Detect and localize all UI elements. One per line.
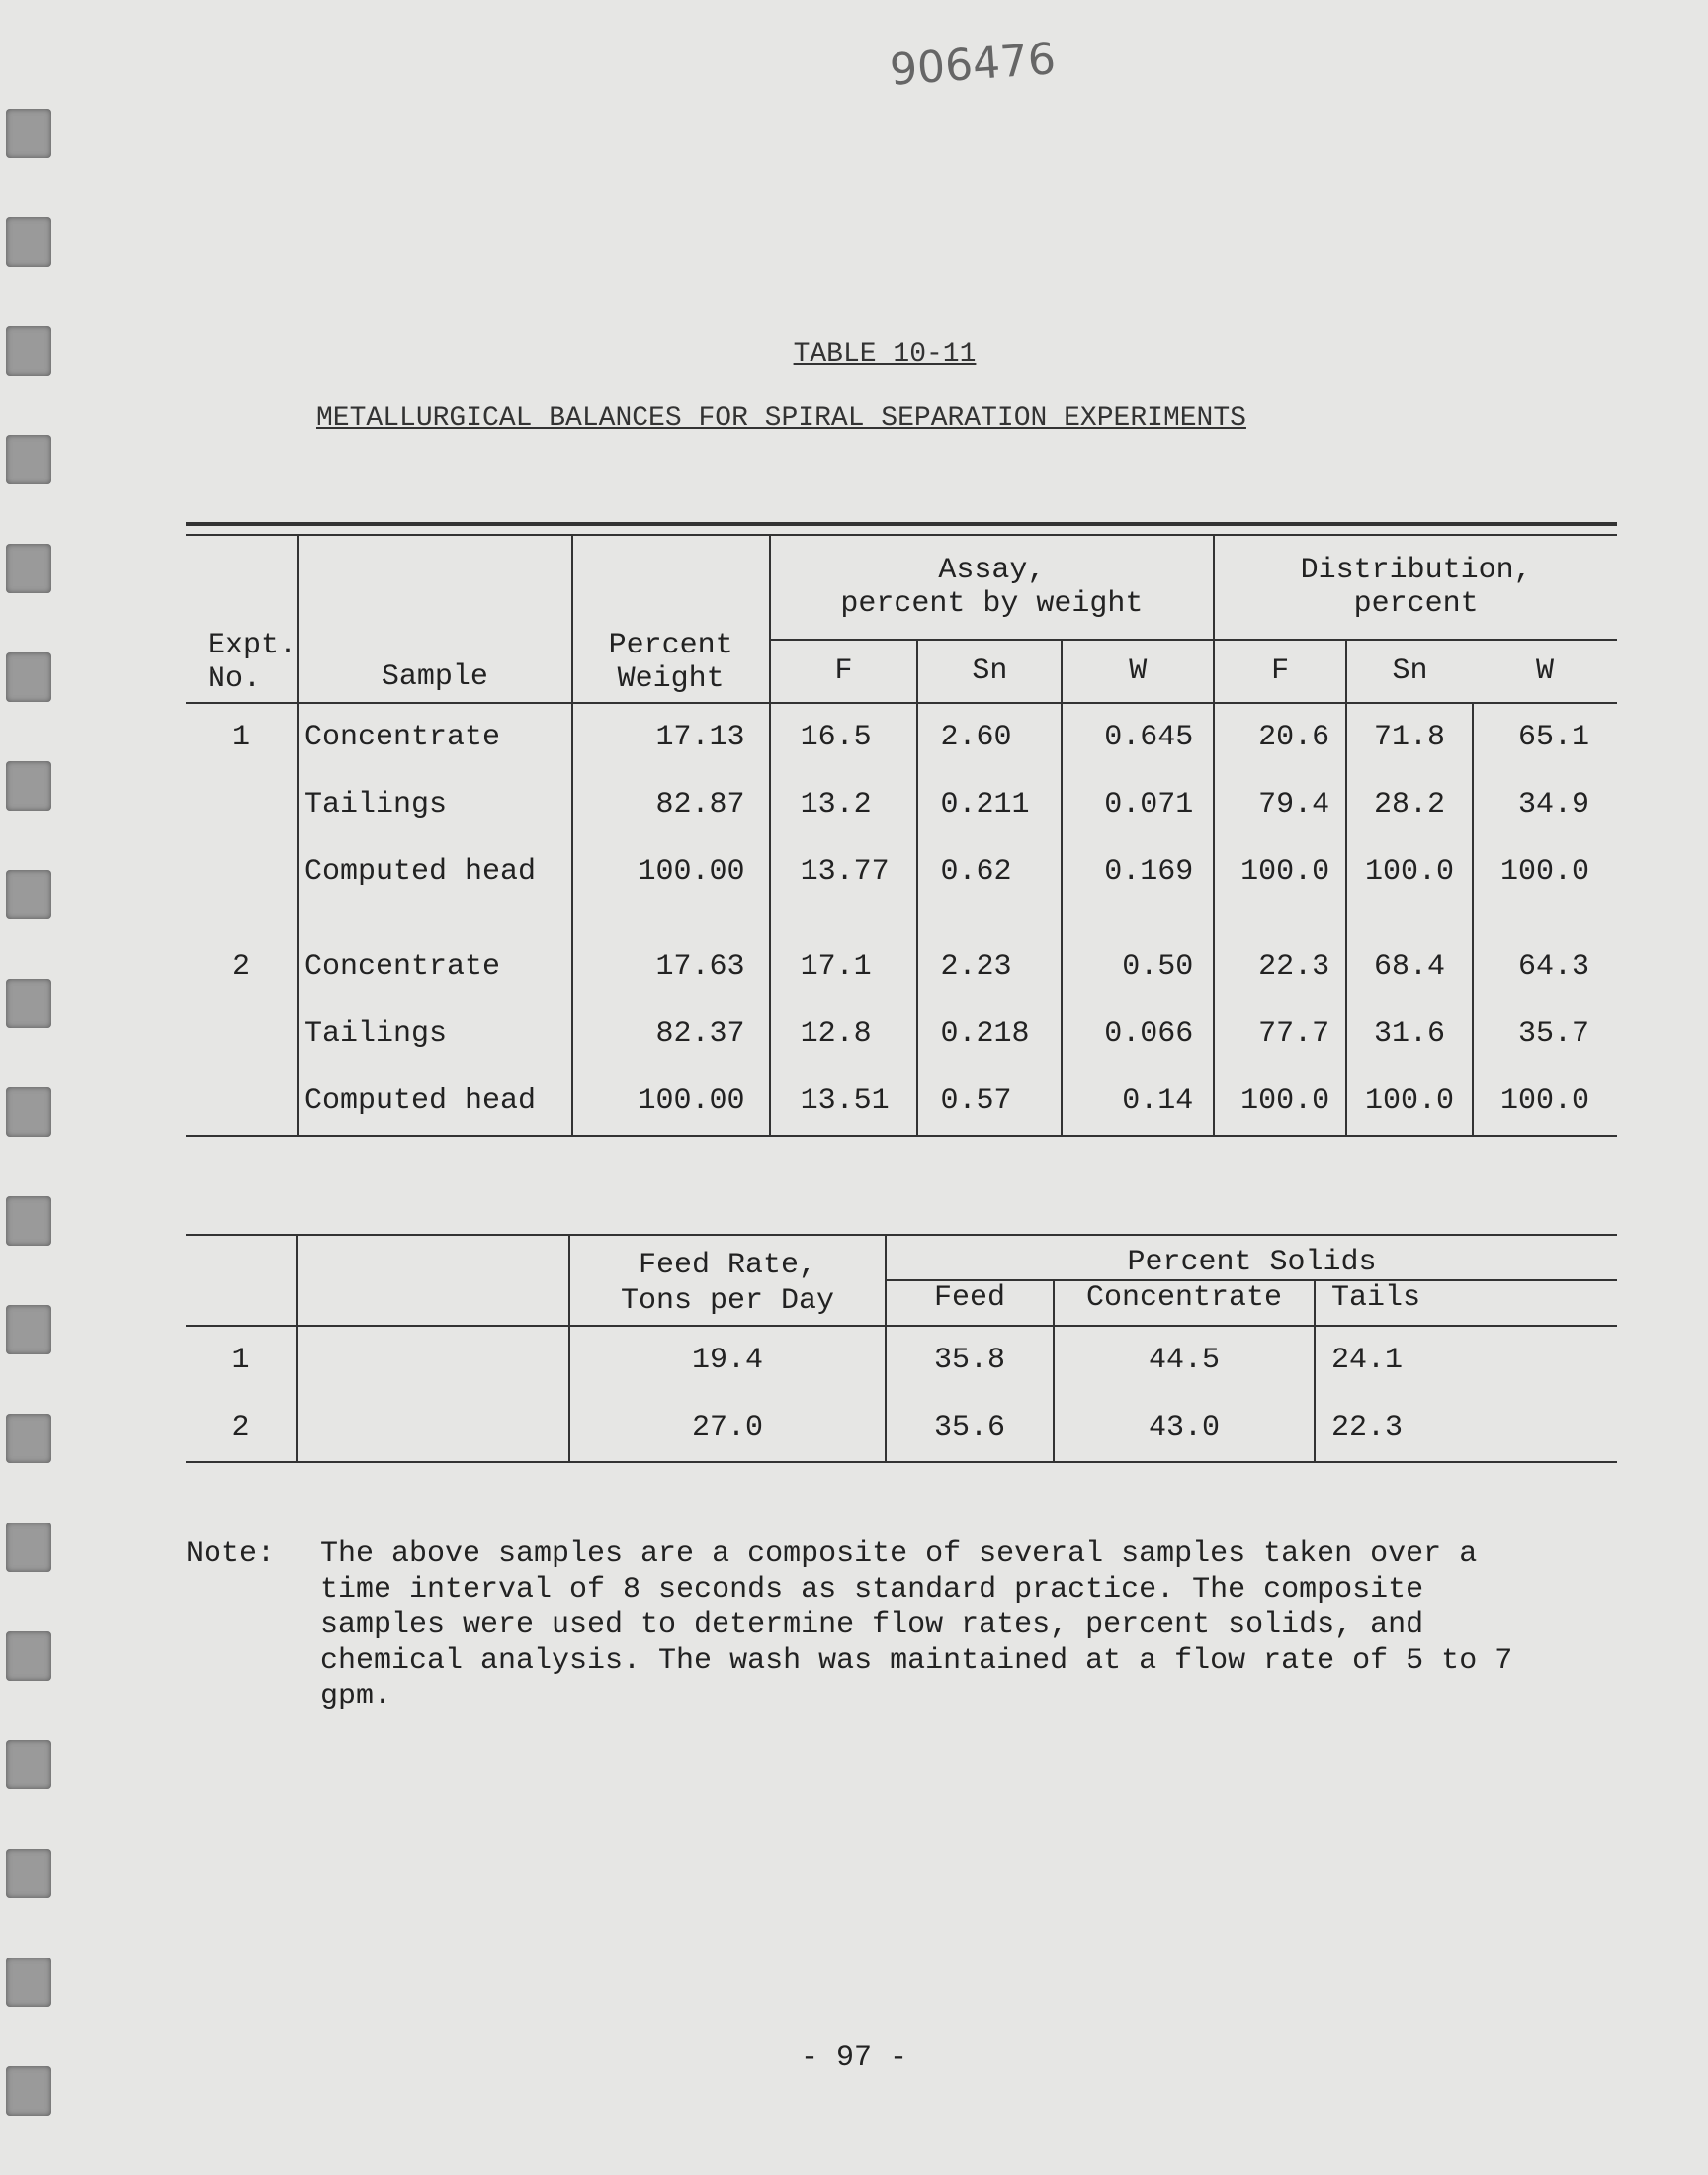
header-tails: Tails (1315, 1280, 1617, 1326)
cell-dist-sn: 31.6 (1346, 1000, 1473, 1068)
cell-expt: 2 (232, 950, 251, 984)
table-row (186, 933, 1617, 1000)
cell-assay-f: 13.77 (770, 838, 918, 906)
header-dist-sn: Sn (1346, 640, 1473, 703)
header-assay: Assay, (938, 554, 1046, 587)
header-assay-w: W (1062, 640, 1214, 703)
cell-dist-f: 79.4 (1214, 771, 1346, 838)
binding-ring (6, 761, 51, 811)
cell-assay-f: 16.5 (770, 703, 918, 771)
header-distribution: Distribution, (1300, 554, 1532, 587)
table-row (186, 1326, 1617, 1394)
cell-dist-f: 77.7 (1214, 1000, 1346, 1068)
cell-sample: Concentrate (298, 703, 572, 771)
cell-feed-solids: 35.8 (886, 1326, 1054, 1394)
binding-ring (6, 109, 51, 158)
cell-weight: 17.13 (572, 703, 770, 771)
header-percent: Percent (608, 629, 733, 662)
cell-sample: Tailings (298, 1000, 572, 1068)
binding-ring (6, 218, 51, 267)
cell-dist-w: 100.0 (1473, 1068, 1617, 1136)
cell-assay-w: 0.50 (1062, 933, 1214, 1000)
cell-dist-sn: 71.8 (1346, 703, 1473, 771)
binding-ring (6, 435, 51, 484)
header-distribution-units: percent (1353, 587, 1479, 621)
table-row (186, 703, 1617, 771)
cell-dist-f: 100.0 (1214, 838, 1346, 906)
binding-ring (6, 652, 51, 702)
binding-ring (6, 1522, 51, 1572)
header-sample: Sample (381, 660, 488, 694)
header-expt: Expt. (208, 629, 298, 662)
cell-dist-w: 35.7 (1473, 1000, 1617, 1068)
cell-assay-w: 0.169 (1062, 838, 1214, 906)
binding-ring (6, 1088, 51, 1137)
table-row (186, 838, 1617, 906)
cell-weight: 82.87 (572, 771, 770, 838)
cell-expt (186, 1068, 298, 1136)
handwritten-document-number: 906476 (888, 34, 1058, 96)
cell-assay-f: 13.51 (770, 1068, 918, 1136)
header-assay-units: percent by weight (840, 587, 1144, 621)
note-label: Note: (186, 1537, 276, 1571)
table-row (186, 1000, 1617, 1068)
binding-ring (6, 1414, 51, 1463)
cell-dist-sn: 68.4 (1346, 933, 1473, 1000)
cell-feed-rate: 19.4 (569, 1326, 886, 1394)
cell-tails-solids: 22.3 (1315, 1394, 1617, 1462)
cell-expt (186, 1000, 298, 1068)
header-assay-sn: Sn (917, 640, 1062, 703)
cell-dist-w: 34.9 (1473, 771, 1617, 838)
cell-sample: Concentrate (298, 933, 572, 1000)
cell-expt: 2 (186, 1394, 297, 1462)
binding-ring (6, 1196, 51, 1246)
cell-expt (186, 771, 298, 838)
cell-assay-sn: 0.62 (917, 838, 1062, 906)
binding-ring (6, 979, 51, 1028)
cell-assay-f: 12.8 (770, 1000, 918, 1068)
feed-rate-table (186, 1234, 1617, 1463)
binding-ring (6, 544, 51, 593)
cell-expt (186, 838, 298, 906)
binding-ring (6, 1958, 51, 2007)
cell-assay-sn: 0.211 (917, 771, 1062, 838)
cell-expt: 1 (231, 1344, 250, 1377)
header-dist-w: W (1473, 640, 1617, 703)
binding-ring (6, 1305, 51, 1354)
cell-dist-sn: 28.2 (1346, 771, 1473, 838)
table-title: METALLURGICAL BALANCES FOR SPIRAL SEPARATION EXPERIMENTS (316, 403, 1246, 434)
cell-dist-f: 22.3 (1214, 933, 1346, 1000)
cell-tails-solids: 24.1 (1315, 1326, 1617, 1394)
header-feed-rate: Feed Rate, (638, 1249, 817, 1282)
note-text: The above samples are a composite of several samples taken over a time interval of 8 seconds as standard practice. The composite samples were used to determine flow rates, percent solids, and chemical analysis. The wash was maintained at a flow rate of 5 to 7 gpm. (320, 1537, 1513, 1713)
cell-weight: 100.00 (572, 1068, 770, 1136)
cell-assay-w: 0.14 (1062, 1068, 1214, 1136)
cell-weight: 82.37 (572, 1000, 770, 1068)
cell-assay-f: 13.2 (770, 771, 918, 838)
cell-dist-f: 20.6 (1214, 703, 1346, 771)
table-row (186, 1394, 1617, 1462)
binding-ring (6, 1740, 51, 1789)
header-assay-f: F (770, 640, 918, 703)
spiral-binding (0, 0, 57, 2175)
header-tons-per-day: Tons per Day (620, 1284, 835, 1318)
header-feed: Feed (886, 1280, 1054, 1326)
cell-expt: 1 (232, 721, 251, 754)
cell-sample: Computed head (298, 1068, 572, 1136)
header-weight: Weight (617, 662, 725, 696)
cell-assay-f: 17.1 (770, 933, 918, 1000)
cell-sample: Computed head (298, 838, 572, 906)
metallurgical-balance-table (186, 522, 1617, 1137)
cell-weight: 17.63 (572, 933, 770, 1000)
header-no: No. (208, 662, 262, 696)
cell-sample: Tailings (298, 771, 572, 838)
cell-assay-w: 0.645 (1062, 703, 1214, 771)
cell-dist-f: 100.0 (1214, 1068, 1346, 1136)
table-row (186, 771, 1617, 838)
cell-weight: 100.00 (572, 838, 770, 906)
header-concentrate: Concentrate (1054, 1280, 1315, 1326)
binding-ring (6, 870, 51, 919)
table-number: TABLE 10-11 (793, 339, 977, 370)
binding-ring (6, 1631, 51, 1681)
page-number: - 97 - (800, 2042, 908, 2075)
cell-assay-sn: 2.60 (917, 703, 1062, 771)
cell-concentrate-solids: 44.5 (1054, 1326, 1315, 1394)
cell-assay-w: 0.066 (1062, 1000, 1214, 1068)
header-dist-f: F (1214, 640, 1346, 703)
cell-feed-solids: 35.6 (886, 1394, 1054, 1462)
binding-ring (6, 1849, 51, 1898)
header-percent-solids: Percent Solids (886, 1236, 1617, 1280)
cell-dist-w: 100.0 (1473, 838, 1617, 906)
cell-dist-w: 65.1 (1473, 703, 1617, 771)
cell-assay-sn: 0.57 (917, 1068, 1062, 1136)
cell-assay-sn: 0.218 (917, 1000, 1062, 1068)
cell-dist-sn: 100.0 (1346, 838, 1473, 906)
cell-concentrate-solids: 43.0 (1054, 1394, 1315, 1462)
table-row (186, 1068, 1617, 1136)
cell-assay-sn: 2.23 (917, 933, 1062, 1000)
cell-assay-w: 0.071 (1062, 771, 1214, 838)
cell-dist-w: 64.3 (1473, 933, 1617, 1000)
cell-dist-sn: 100.0 (1346, 1068, 1473, 1136)
cell-feed-rate: 27.0 (569, 1394, 886, 1462)
